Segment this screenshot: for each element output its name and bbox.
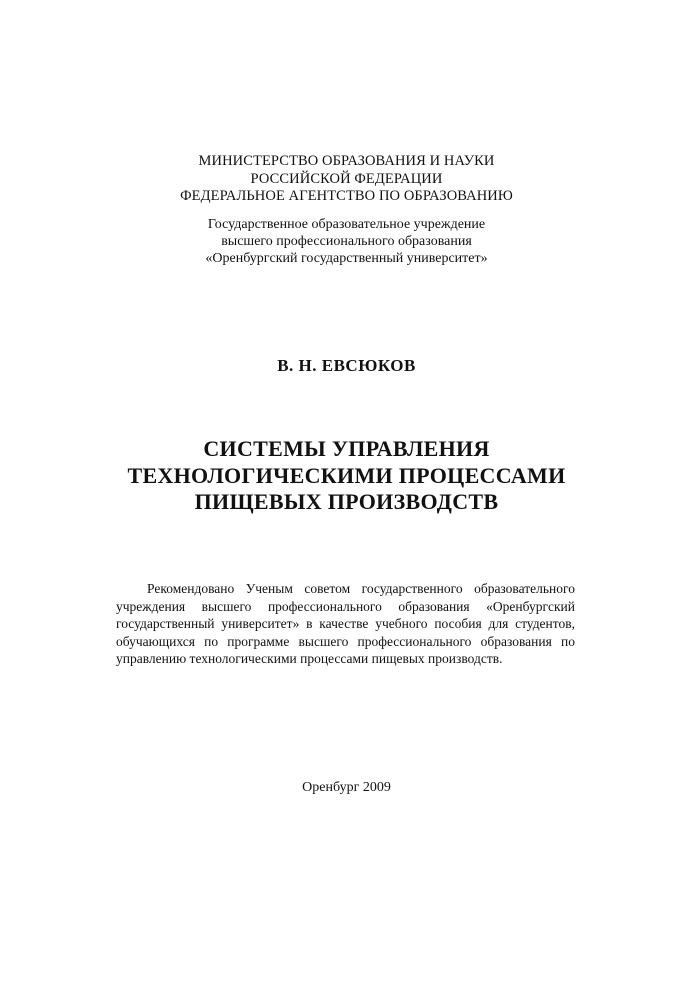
recommendation-paragraph [116,580,575,668]
recommendation-line: обучающихся по программе высшего профессионального образования по [116,633,575,649]
institution-header [0,216,693,267]
ministry-line: МИНИСТЕРСТВО ОБРАЗОВАНИЯ И НАУКИ [198,153,495,169]
recommendation-line: управлению технологическими процессами пищевых производств. [116,651,503,666]
institution-line: «Оренбургский государственный университет» [205,251,488,266]
ministry-header [0,153,693,206]
institution-line: Государственное образовательное учреждение [207,217,486,232]
title-line: ПИЩЕВЫХ ПРОИЗВОДСТВ [194,489,499,514]
ministry-line: ФЕДЕРАЛЬНОЕ АГЕНТСТВО ПО ОБРАЗОВАНИЮ [180,188,513,204]
recommendation-line: учреждения высшего профессионального образования «Оренбургский [116,598,575,614]
recommendation-line: Рекомендовано Ученым советом государственного образовательного [147,581,575,596]
institution-line: высшего профессионального образования [221,234,472,249]
title-line: СИСТЕМЫ УПРАВЛЕНИЯ [203,436,490,461]
city-year: Оренбург 2009 [302,780,391,795]
title-line: ТЕХНОЛОГИЧЕСКИМИ ПРОЦЕССАМИ [127,462,566,488]
author-name: В. Н. ЕВСЮКОВ [277,356,416,375]
recommendation-line: государственный университет» в качестве учебного пособия для студентов, [116,616,575,631]
ministry-line: РОССИЙСКОЙ ФЕДЕРАЦИИ [250,170,443,187]
book-title [0,436,693,516]
